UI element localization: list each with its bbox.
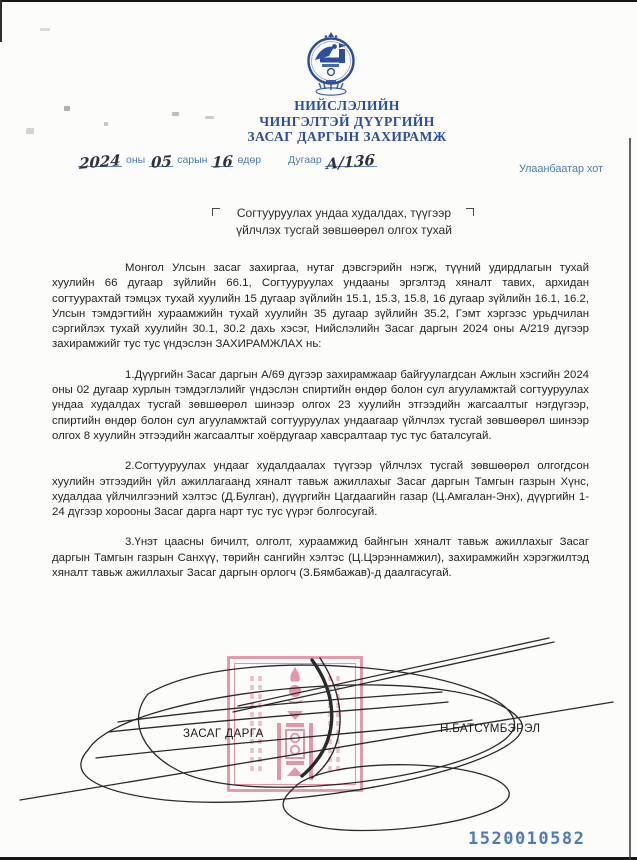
clause-3-paragraph: 3.Үнэт цаасны бичилт, олголт, хураамжид байнгын хяналт тавьж ажиллахыг Засаг даргын Тамгын газрын Санхүү, төрийн сангийн хэлтэс (Ц.Цэрэннамжил), захирамжийн хэрэгжилтэд хяналт тавьж ажиллахыг Засаг даргын орлогч (З.Бямбажав)-д даалгасугай.: [52, 536, 589, 580]
org-line-1: НИЙСЛЭЛИЙН: [294, 98, 400, 113]
clause-2-paragraph: 2.Согтууруулах ундааг худалдаалах түүгээр үйлчлэх тусгай зөвшөөрөл олгогдсон хуулийн этгээдийн үйл ажиллагаанд хяналт тавьж ажиллахыг Засаг даргын Тамгын газрын Хүнс, худалдаа үйлчилгээний хэлтэс (Д.Булган), дүүргийн Цагдаагийн газар (Ц.Амгалан-Энх), дүүргийн 1-24 дүгээр хорооны Засаг дарга нарт тус тус үүрэг болгосугай.: [52, 460, 589, 519]
month-suffix-label: сарын: [177, 154, 208, 166]
decree-number-field: [288, 150, 377, 174]
document-serial-number: 1520010582: [468, 829, 586, 849]
scan-edge-top: [0, 0, 637, 2]
document-title: Согтууруулах ундаа худалдах, түүгээр үйлчлэх тусгай зөвшөөрөл олгох тухай: [236, 206, 452, 237]
issuing-authority: [57, 98, 637, 145]
org-line-2: ЧИНГЭЛТЭЙ ДҮҮРГИЙН: [259, 113, 435, 129]
scan-speck: [40, 28, 50, 31]
city-label: Улаанбаатар хот: [519, 163, 603, 175]
document-title-block: [225, 205, 463, 238]
clause-1-paragraph: 1.Дүүргийн Засаг даргын А/69 дүгээр захирамжаар байгуулагдсан Ажлын хэсгийн 2024 оны 02 дугаар хурлын тэмдэглэлийг үндэслэн спиртийн өндөр болон сул агууламжтай согтууруулах ундаа худалдах тусгай зөвшөөрөл шинээр олгох 23 хуулийн этгээдийн жагсаалтыг нэгдүгээр, спиртийн өндөр болон сул агууламжтай согтууруулах ундаагаар үйлчлэх тусгай зөвшөөрөл шинээр олгох 8 хуулийн этгээдийн жагсаалтыг хоёрдугаар хавсралтаар тус тус баталсугай.: [52, 368, 589, 442]
day-suffix-label: өдөр: [237, 154, 262, 166]
scan-edge-right: [629, 138, 631, 860]
preamble-paragraph: Монгол Улсын засаг захиргаа, нутаг дэвсгэрийн нэгж, түүний удирдлагын тухай хуулийн 66 дугаар зүйлийн 66.1, Согтууруулах ундааны эргэлтэд хяналт тавих, архидан согтуурахтай тэмцэх тухай хуулийн 15 дугаар зүйлийн 15.1, 15.3, 15.8, 16 дугаар зүйлийн 16.1, 16.2, Улсын тэмдэгтийн хураамжийн тухай хуулийн 35 дугаар зүйлийн 35.2, Гэмт хэргээс урьдчилан сэргийлэх тухай хуулийн 30.1, 30.2 дахь хэсэг, Нийслэлийн Засаг даргын 2024 оны А/219 дүгээр захирамжийг тус тус үндэслэн ЗАХИРАМЖЛАХ нь:: [52, 262, 589, 351]
scan-speck: [26, 128, 34, 134]
official-seal-stamp-icon: [225, 654, 365, 794]
month-blank: [149, 152, 173, 172]
number-label: Дугаар: [288, 154, 322, 166]
day-blank: [211, 152, 234, 172]
handwritten-year: 2024: [79, 151, 121, 173]
handwritten-day: 16: [211, 152, 234, 172]
signer-position-label: ЗАСАГ ДАРГА: [183, 727, 264, 740]
handwritten-number: А/136: [326, 150, 376, 174]
org-line-3: ЗАСАГ ДАРГЫН ЗАХИРАМЖ: [247, 129, 447, 145]
year-suffix-label: оны: [126, 154, 146, 166]
scan-edge-left: [0, 0, 2, 42]
title-bracket-left-icon: [212, 208, 220, 216]
decree-body: [52, 261, 589, 596]
date-fields: [78, 151, 262, 173]
signer-name-label: Н.БАТСҮМБЭРЭЛ: [440, 722, 541, 735]
number-blank: [325, 150, 377, 174]
city-emblem-icon: [299, 30, 363, 98]
handwritten-month: 05: [150, 152, 172, 172]
title-bracket-right-icon: [466, 208, 474, 216]
year-blank: [78, 151, 122, 173]
